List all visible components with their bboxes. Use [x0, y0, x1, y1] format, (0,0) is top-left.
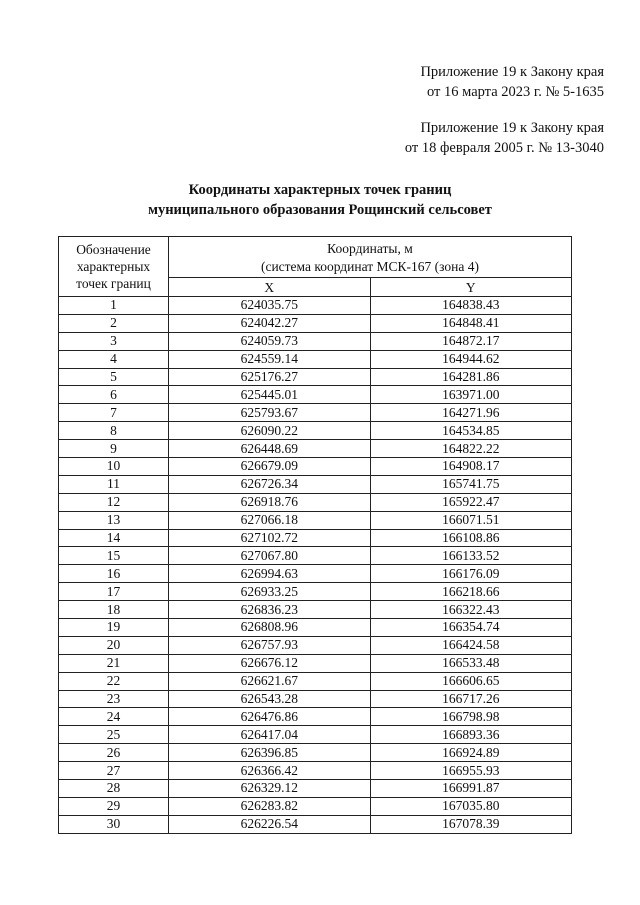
y-coordinate-cell: 166798.98 [370, 708, 572, 726]
point-number-cell: 17 [59, 583, 169, 601]
point-number-cell: 2 [59, 314, 169, 332]
x-coordinate-cell: 624559.14 [169, 350, 371, 368]
table-row [59, 601, 572, 619]
x-coordinate-cell: 626679.09 [169, 458, 371, 476]
point-number-cell: 29 [59, 797, 169, 815]
y-coordinate-cell: 164872.17 [370, 332, 572, 350]
table-row [59, 493, 572, 511]
point-number-cell: 18 [59, 601, 169, 619]
x-column-header: X [169, 278, 371, 297]
x-coordinate-cell: 626918.76 [169, 493, 371, 511]
x-coordinate-cell: 626676.12 [169, 654, 371, 672]
point-number-cell: 25 [59, 726, 169, 744]
point-number-cell: 21 [59, 654, 169, 672]
x-coordinate-cell: 626329.12 [169, 780, 371, 798]
y-coordinate-cell: 166424.58 [370, 636, 572, 654]
table-row [59, 529, 572, 547]
y-coordinate-cell: 166893.36 [370, 726, 572, 744]
point-number-cell: 19 [59, 619, 169, 637]
point-number-cell: 27 [59, 762, 169, 780]
table-row [59, 386, 572, 404]
appendix-current-line2: от 16 марта 2023 г. № 5-1635 [426, 84, 604, 100]
x-coordinate-cell: 626226.54 [169, 815, 371, 833]
y-coordinate-cell: 166991.87 [370, 780, 572, 798]
table-row [59, 404, 572, 422]
y-coordinate-cell: 167035.80 [370, 797, 572, 815]
y-column-header: Y [370, 278, 572, 297]
table-row [59, 762, 572, 780]
document-title [0, 180, 640, 220]
x-coordinate-cell: 626366.42 [169, 762, 371, 780]
x-coordinate-cell: 627066.18 [169, 511, 371, 529]
y-coordinate-cell: 166606.65 [370, 672, 572, 690]
point-number-cell: 15 [59, 547, 169, 565]
x-coordinate-cell: 624059.73 [169, 332, 371, 350]
x-coordinate-cell: 627102.72 [169, 529, 371, 547]
appendix-header-original [405, 118, 604, 158]
point-designation-header: Обозначение характерных точек границ [59, 237, 169, 297]
x-coordinate-cell: 625445.01 [169, 386, 371, 404]
y-coordinate-cell: 164944.62 [370, 350, 572, 368]
point-number-cell: 14 [59, 529, 169, 547]
point-number-cell: 1 [59, 297, 169, 315]
table-row [59, 583, 572, 601]
table-row [59, 815, 572, 833]
y-coordinate-cell: 167078.39 [370, 815, 572, 833]
table-row [59, 547, 572, 565]
x-coordinate-cell: 626090.22 [169, 422, 371, 440]
x-coordinate-cell: 627067.80 [169, 547, 371, 565]
appendix-current-line1: Приложение 19 к Закону края [420, 64, 604, 80]
y-coordinate-cell: 166218.66 [370, 583, 572, 601]
table-row [59, 314, 572, 332]
x-coordinate-cell: 624042.27 [169, 314, 371, 332]
x-coordinate-cell: 626808.96 [169, 619, 371, 637]
y-coordinate-cell: 166133.52 [370, 547, 572, 565]
title-line2: муниципального образования Рощинский сельсовет [148, 202, 492, 218]
title-line1: Координаты характерных точек границ [188, 182, 452, 198]
x-coordinate-cell: 625176.27 [169, 368, 371, 386]
point-number-cell: 10 [59, 458, 169, 476]
y-coordinate-cell: 164838.43 [370, 297, 572, 315]
point-number-cell: 7 [59, 404, 169, 422]
coordinates-header: Координаты, м (система координат МСК-167 (зона 4) [169, 237, 572, 278]
point-number-cell: 13 [59, 511, 169, 529]
y-coordinate-cell: 166354.74 [370, 619, 572, 637]
x-coordinate-cell: 626396.85 [169, 744, 371, 762]
y-coordinate-cell: 164908.17 [370, 458, 572, 476]
x-coordinate-cell: 626726.34 [169, 475, 371, 493]
x-coordinate-cell: 626448.69 [169, 440, 371, 458]
y-coordinate-cell: 163971.00 [370, 386, 572, 404]
point-number-cell: 22 [59, 672, 169, 690]
y-coordinate-cell: 165741.75 [370, 475, 572, 493]
table-row [59, 422, 572, 440]
table-row [59, 458, 572, 476]
point-number-cell: 6 [59, 386, 169, 404]
table-row [59, 350, 572, 368]
y-coordinate-cell: 166924.89 [370, 744, 572, 762]
table-row [59, 475, 572, 493]
x-coordinate-cell: 626757.93 [169, 636, 371, 654]
y-coordinate-cell: 166108.86 [370, 529, 572, 547]
x-coordinate-cell: 626621.67 [169, 672, 371, 690]
point-number-cell: 12 [59, 493, 169, 511]
table-row [59, 708, 572, 726]
y-coordinate-cell: 166176.09 [370, 565, 572, 583]
point-number-cell: 9 [59, 440, 169, 458]
appendix-original-line1: Приложение 19 к Закону края [420, 120, 604, 136]
y-coordinate-cell: 166071.51 [370, 511, 572, 529]
y-coordinate-cell: 164281.86 [370, 368, 572, 386]
table-row [59, 654, 572, 672]
table-row [59, 297, 572, 315]
x-coordinate-cell: 626994.63 [169, 565, 371, 583]
x-coordinate-cell: 624035.75 [169, 297, 371, 315]
x-coordinate-cell: 626933.25 [169, 583, 371, 601]
table-row [59, 440, 572, 458]
x-coordinate-cell: 625793.67 [169, 404, 371, 422]
y-coordinate-cell: 166955.93 [370, 762, 572, 780]
point-number-cell: 28 [59, 780, 169, 798]
point-number-cell: 24 [59, 708, 169, 726]
table-row [59, 780, 572, 798]
y-coordinate-cell: 166322.43 [370, 601, 572, 619]
point-number-cell: 23 [59, 690, 169, 708]
appendix-original-line2: от 18 февраля 2005 г. № 13-3040 [404, 140, 604, 156]
x-coordinate-cell: 626476.86 [169, 708, 371, 726]
table-row [59, 726, 572, 744]
point-number-cell: 4 [59, 350, 169, 368]
point-number-cell: 11 [59, 475, 169, 493]
x-coordinate-cell: 626283.82 [169, 797, 371, 815]
y-coordinate-cell: 165922.47 [370, 493, 572, 511]
coordinates-table [58, 236, 572, 834]
table-row [59, 797, 572, 815]
y-coordinate-cell: 164822.22 [370, 440, 572, 458]
point-number-cell: 8 [59, 422, 169, 440]
table-row [59, 672, 572, 690]
point-number-cell: 5 [59, 368, 169, 386]
y-coordinate-cell: 166717.26 [370, 690, 572, 708]
table-row [59, 690, 572, 708]
point-number-cell: 16 [59, 565, 169, 583]
y-coordinate-cell: 164848.41 [370, 314, 572, 332]
table-row [59, 511, 572, 529]
y-coordinate-cell: 166533.48 [370, 654, 572, 672]
point-number-cell: 30 [59, 815, 169, 833]
appendix-header-current [420, 62, 604, 102]
x-coordinate-cell: 626836.23 [169, 601, 371, 619]
table-row [59, 332, 572, 350]
x-coordinate-cell: 626543.28 [169, 690, 371, 708]
x-coordinate-cell: 626417.04 [169, 726, 371, 744]
point-number-cell: 3 [59, 332, 169, 350]
y-coordinate-cell: 164534.85 [370, 422, 572, 440]
table-row [59, 565, 572, 583]
point-number-cell: 26 [59, 744, 169, 762]
table-row [59, 619, 572, 637]
point-number-cell: 20 [59, 636, 169, 654]
table-row [59, 368, 572, 386]
y-coordinate-cell: 164271.96 [370, 404, 572, 422]
table-row [59, 744, 572, 762]
table-row [59, 636, 572, 654]
